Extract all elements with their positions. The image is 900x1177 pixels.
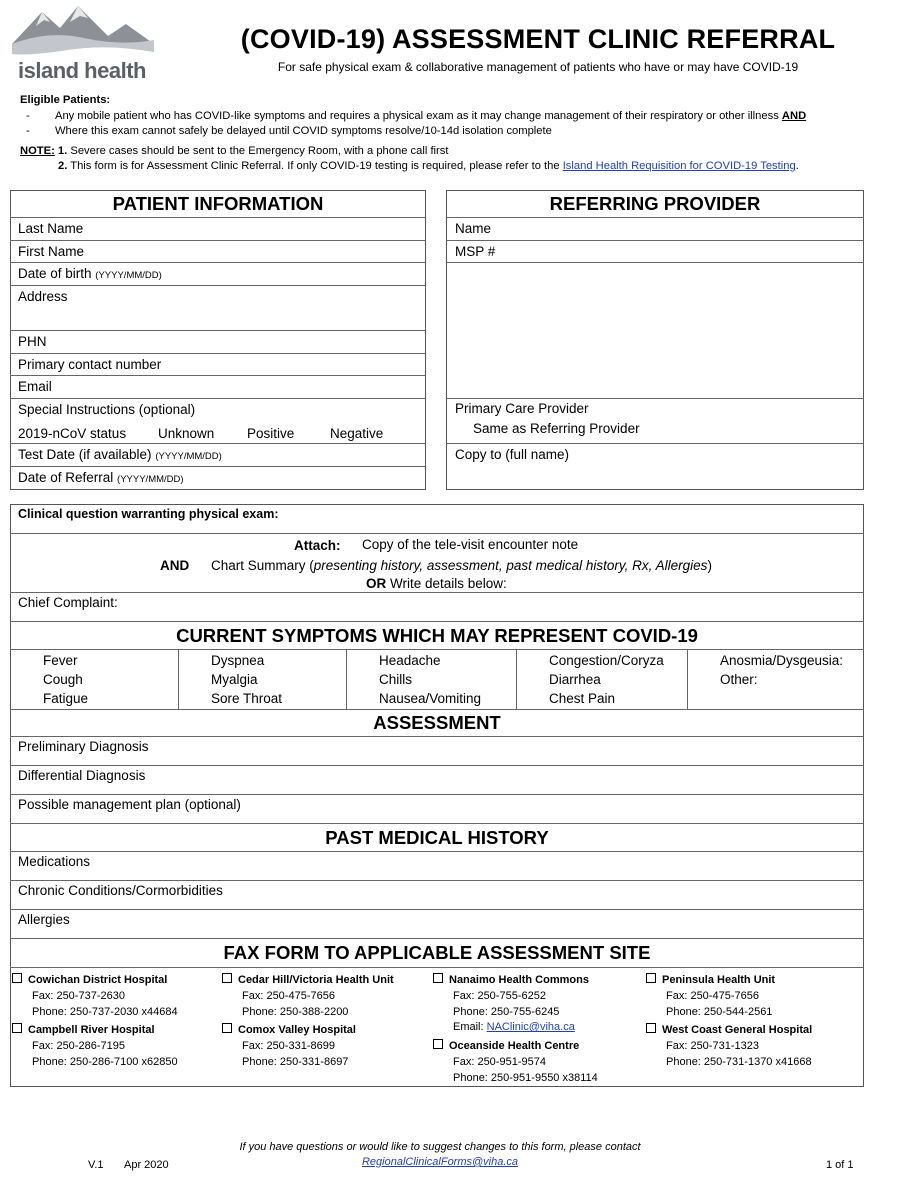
symptom-diarrhea[interactable]: Diarrhea <box>549 672 601 687</box>
note-1-num: 1. <box>57 145 68 157</box>
covid-testing-requisition-link[interactable]: Island Health Requisition for COVID-19 Testing <box>562 160 796 172</box>
site-name: Campbell River Hospital <box>28 1024 155 1036</box>
checkbox-icon[interactable] <box>12 973 22 983</box>
divider <box>346 649 347 709</box>
eligibility-item-2: Where this exam cannot safely be delayed until COVID symptoms resolve/10-14d isolation complete <box>55 125 552 137</box>
first-name-label[interactable]: First Name <box>18 244 85 259</box>
divider <box>446 398 864 399</box>
management-plan-label[interactable]: Possible management plan (optional) <box>18 797 241 812</box>
eligibility-item-1-text: Any mobile patient who has COVID-like symptoms and requires a physical exam as it may change management of their respiratory or other illness <box>55 110 782 122</box>
site-cowichan[interactable] <box>12 973 178 1020</box>
site-phone: Phone: 250-331-8697 <box>242 1055 349 1068</box>
site-campbell-river[interactable] <box>12 1023 178 1070</box>
test-date-label: Test Date (if available) <box>18 447 156 462</box>
footer-date: Apr 2020 <box>124 1159 169 1171</box>
divider <box>178 649 179 709</box>
divider <box>10 851 864 852</box>
divider <box>10 938 864 939</box>
same-as-referring-option[interactable]: Same as Referring Provider <box>473 421 640 436</box>
divider <box>10 736 864 737</box>
site-comox-valley[interactable] <box>222 1023 356 1070</box>
site-oceanside[interactable] <box>433 1039 598 1086</box>
dob-format: (YYYY/MM/DD) <box>95 270 162 281</box>
divider <box>10 443 426 444</box>
special-instructions-label[interactable]: Special Instructions (optional) <box>18 402 196 417</box>
site-phone: Phone: 250-388-2200 <box>242 1005 349 1018</box>
site-email <box>433 1020 589 1036</box>
chronic-conditions-label[interactable]: Chronic Conditions/Cormorbidities <box>18 883 223 898</box>
divider <box>10 649 864 650</box>
site-name: Peninsula Health Unit <box>662 974 776 986</box>
last-name-label[interactable]: Last Name <box>18 221 84 236</box>
site-name: Nanaimo Health Commons <box>449 974 589 986</box>
nanaimo-email-link[interactable]: NAClinic@viha.ca <box>486 1021 575 1034</box>
site-fax: Fax: 250-475-7656 <box>666 989 759 1002</box>
divider <box>10 592 864 593</box>
footer-page: 1 of 1 <box>826 1159 854 1171</box>
copy-to-label[interactable]: Copy to (full name) <box>455 447 570 462</box>
site-peninsula[interactable] <box>646 973 775 1020</box>
site-phone: Phone: 250-737-2030 x44684 <box>32 1005 178 1018</box>
site-name: Cowichan District Hospital <box>28 974 168 986</box>
clinical-question-label[interactable]: Clinical question warranting physical exam: <box>18 507 279 521</box>
site-west-coast[interactable] <box>646 1023 812 1070</box>
note-2-num: 2. <box>58 160 68 172</box>
allergies-label[interactable]: Allergies <box>18 912 70 927</box>
symptom-chills[interactable]: Chills <box>379 672 413 687</box>
attach-label: Attach: <box>294 538 341 553</box>
footer-questions: If you have questions or would like to suggest changes to this form, please contact <box>239 1141 641 1153</box>
site-fax: Fax: 250-731-1323 <box>666 1039 759 1052</box>
footer-version: V.1 <box>88 1159 104 1171</box>
site-email-label: Email: <box>453 1021 487 1034</box>
symptom-headache[interactable]: Headache <box>379 653 441 668</box>
site-fax: Fax: 250-755-6252 <box>453 989 546 1002</box>
eligibility-dash-1: - <box>26 110 30 122</box>
divider <box>10 217 426 218</box>
site-nanaimo[interactable] <box>433 973 589 1036</box>
site-name: West Coast General Hospital <box>662 1024 813 1036</box>
symptom-congestion[interactable]: Congestion/Coryza <box>549 653 664 668</box>
divider <box>10 880 864 881</box>
checkbox-icon[interactable] <box>222 1023 232 1033</box>
checkbox-icon[interactable] <box>222 973 232 983</box>
test-date-field[interactable] <box>18 447 222 462</box>
checkbox-icon[interactable] <box>433 973 443 983</box>
ncov-status-label: 2019-nCoV status <box>18 426 127 441</box>
note-line-2 <box>58 160 799 172</box>
site-phone: Phone: 250-951-9550 x38114 <box>453 1071 598 1084</box>
note-2-text: This form is for Assessment Clinic Referral. If only COVID-19 testing is required, please refer to the <box>67 160 563 172</box>
eligibility-and: AND <box>781 110 807 122</box>
footer-email-link[interactable]: RegionalClinicalForms@viha.ca <box>361 1156 519 1168</box>
date-of-referral-label: Date of Referral <box>18 470 118 485</box>
divider <box>10 330 426 331</box>
mountain-logo-icon <box>8 0 158 60</box>
checkbox-icon[interactable] <box>646 973 656 983</box>
symptom-other[interactable]: Other: <box>720 672 758 687</box>
pmh-title: PAST MEDICAL HISTORY <box>325 827 549 848</box>
copy-encounter-note-option[interactable]: Copy of the tele-visit encounter note <box>362 537 579 552</box>
assessment-title: ASSESSMENT <box>373 712 501 733</box>
divider <box>10 240 426 241</box>
site-phone: Phone: 250-544-2561 <box>666 1005 773 1018</box>
eligibility-item-1 <box>55 110 806 122</box>
divider <box>446 217 864 218</box>
symptoms-title: CURRENT SYMPTOMS WHICH MAY REPRESENT COVID-19 <box>176 625 698 646</box>
divider <box>687 649 688 709</box>
ncov-negative-option[interactable]: Negative <box>330 426 384 441</box>
site-fax: Fax: 250-737-2630 <box>32 989 125 1002</box>
and-label: AND <box>160 558 190 573</box>
differential-diagnosis-label[interactable]: Differential Diagnosis <box>18 768 146 783</box>
divider <box>446 240 864 241</box>
divider <box>516 649 517 709</box>
divider <box>10 285 426 286</box>
patient-information-title: PATIENT INFORMATION <box>112 193 324 214</box>
symptom-nausea-vomiting[interactable]: Nausea/Vomiting <box>379 691 482 706</box>
divider <box>10 466 426 467</box>
site-cedar-hill[interactable] <box>222 973 394 1020</box>
note-2-end: . <box>795 160 799 172</box>
email-label[interactable]: Email <box>18 379 52 394</box>
medications-label[interactable]: Medications <box>18 854 91 869</box>
write-details-label: Write details below: <box>386 576 507 591</box>
provider-name-label[interactable]: Name <box>455 221 492 236</box>
address-label[interactable]: Address <box>18 289 68 304</box>
page-subtitle: For safe physical exam & collaborative management of patients who have or may have COVID-19 <box>277 60 799 74</box>
preliminary-diagnosis-label[interactable]: Preliminary Diagnosis <box>18 739 149 754</box>
symptom-chest-pain[interactable]: Chest Pain <box>549 691 616 706</box>
dob-label: Date of birth <box>18 266 96 281</box>
island-health-logo <box>8 0 158 88</box>
divider <box>10 823 864 824</box>
site-phone: Phone: 250-755-6245 <box>453 1005 560 1018</box>
eligibility-heading: Eligible Patients: <box>20 94 111 106</box>
note-label: NOTE: <box>20 145 55 157</box>
date-of-referral-format: (YYYY/MM/DD) <box>117 474 184 485</box>
chart-summary-label: Chart Summary ( <box>211 558 314 573</box>
divider <box>10 794 864 795</box>
provider-msp-label[interactable]: MSP # <box>455 244 496 259</box>
divider <box>10 967 864 968</box>
site-fax: Fax: 250-286-7195 <box>32 1039 125 1052</box>
site-fax: Fax: 250-475-7656 <box>242 989 335 1002</box>
primary-contact-label[interactable]: Primary contact number <box>18 357 162 372</box>
chart-summary-end: ) <box>707 558 712 573</box>
phn-label[interactable]: PHN <box>18 334 47 349</box>
referring-provider-box <box>446 190 864 490</box>
symptom-dyspnea[interactable]: Dyspnea <box>211 653 265 668</box>
divider <box>10 709 864 710</box>
site-name: Cedar Hill/Victoria Health Unit <box>238 974 394 986</box>
divider <box>10 533 864 534</box>
date-of-referral-field[interactable] <box>18 470 184 485</box>
chart-summary-option[interactable] <box>211 558 712 573</box>
site-name: Oceanside Health Centre <box>449 1040 580 1052</box>
symptom-myalgia[interactable]: Myalgia <box>211 672 258 687</box>
primary-care-provider-label[interactable]: Primary Care Provider <box>455 401 589 416</box>
divider <box>10 353 426 354</box>
checkbox-icon[interactable] <box>433 1039 443 1049</box>
or-label: OR <box>366 576 387 591</box>
checkbox-icon[interactable] <box>12 1023 22 1033</box>
chart-summary-detail: presenting history, assessment, past medical history, Rx, Allergies <box>313 558 708 573</box>
divider <box>10 765 864 766</box>
eligibility-dash-2: - <box>26 125 30 137</box>
logo-text: island health <box>18 58 146 83</box>
divider <box>446 262 864 263</box>
symptom-fatigue[interactable]: Fatigue <box>43 691 89 706</box>
dob-field[interactable] <box>18 266 162 281</box>
referring-provider-title: REFERRING PROVIDER <box>549 193 761 214</box>
note-1-text: Severe cases should be sent to the Emergency Room, with a phone call first <box>67 145 449 157</box>
ncov-positive-option[interactable]: Positive <box>247 426 295 441</box>
checkbox-icon[interactable] <box>646 1023 656 1033</box>
note-line-1 <box>20 145 448 157</box>
site-name: Comox Valley Hospital <box>238 1024 356 1036</box>
divider <box>10 909 864 910</box>
divider <box>446 443 864 444</box>
divider <box>10 621 864 622</box>
site-phone: Phone: 250-731-1370 x41668 <box>666 1055 812 1068</box>
symptom-cough[interactable]: Cough <box>43 672 83 687</box>
write-details-option[interactable] <box>366 576 507 591</box>
divider <box>10 398 426 399</box>
symptom-sore-throat[interactable]: Sore Throat <box>211 691 283 706</box>
ncov-unknown-option[interactable]: Unknown <box>158 426 215 441</box>
chief-complaint-label[interactable]: Chief Complaint: <box>18 595 118 610</box>
symptom-anosmia[interactable]: Anosmia/Dysgeusia: <box>720 653 844 668</box>
divider <box>10 375 426 376</box>
page-title: (COVID-19) ASSESSMENT CLINIC REFERRAL <box>240 24 836 54</box>
test-date-format: (YYYY/MM/DD) <box>155 451 222 462</box>
fax-title: FAX FORM TO APPLICABLE ASSESSMENT SITE <box>223 942 651 963</box>
divider <box>10 262 426 263</box>
site-fax: Fax: 250-951-9574 <box>453 1055 546 1068</box>
site-fax: Fax: 250-331-8699 <box>242 1039 335 1052</box>
site-phone: Phone: 250-286-7100 x62850 <box>32 1055 178 1068</box>
symptom-fever[interactable]: Fever <box>43 653 78 668</box>
